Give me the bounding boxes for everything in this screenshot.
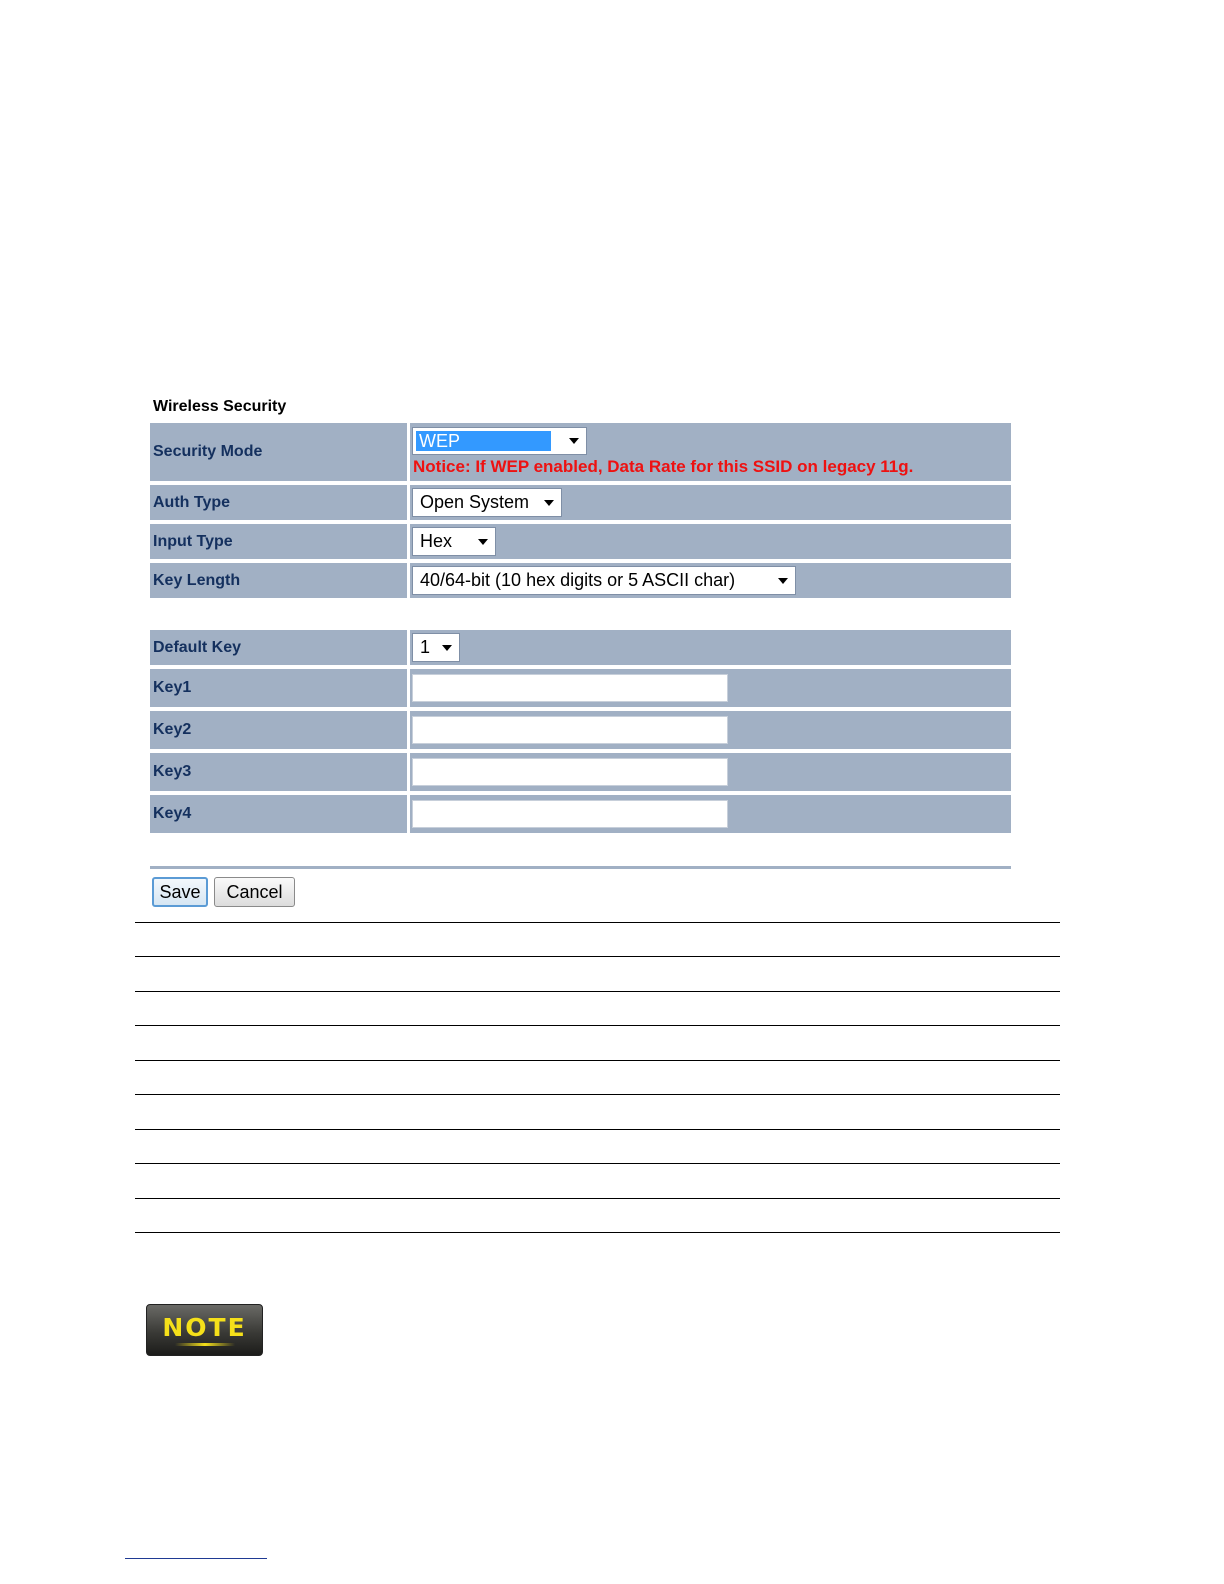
- key-length-cell: [410, 563, 1011, 598]
- row-auth-type: [150, 485, 1011, 520]
- auth-type-select[interactable]: [412, 488, 562, 517]
- form-divider: [150, 866, 1011, 869]
- default-key-cell: [410, 630, 1011, 665]
- key3-label: Key3: [150, 753, 407, 791]
- security-mode-cell: [410, 423, 1011, 481]
- input-type-cell: [410, 524, 1011, 559]
- row-key1: [150, 669, 1011, 707]
- key2-cell: [410, 711, 1011, 749]
- table-rule: [135, 922, 1060, 923]
- key1-label: Key1: [150, 669, 407, 707]
- input-type-value: Hex: [420, 531, 453, 551]
- key-length-select[interactable]: [412, 566, 796, 595]
- security-mode-label: Security Mode: [150, 423, 407, 481]
- security-mode-value: WEP: [416, 431, 551, 451]
- table-rule: [135, 1094, 1060, 1095]
- key1-cell: [410, 669, 1011, 707]
- auth-type-label: Auth Type: [150, 485, 407, 520]
- row-key-length: [150, 563, 1011, 598]
- row-security-mode: [150, 423, 1011, 481]
- table-rule: [135, 1198, 1060, 1199]
- chevron-down-icon: [778, 578, 788, 584]
- footer-link-underline: [125, 1558, 267, 1559]
- note-badge-icon: [146, 1304, 263, 1356]
- row-key2: [150, 711, 1011, 749]
- row-input-type: [150, 524, 1011, 559]
- key-length-label: Key Length: [150, 563, 407, 598]
- cancel-button[interactable]: Cancel: [214, 877, 295, 907]
- key4-label: Key4: [150, 795, 407, 833]
- key3-input[interactable]: [412, 758, 728, 786]
- table-rule: [135, 1129, 1060, 1130]
- default-key-value: 1: [420, 637, 431, 657]
- key1-input[interactable]: [412, 674, 728, 702]
- chevron-down-icon: [442, 645, 452, 651]
- row-key3: [150, 753, 1011, 791]
- table-rule: [135, 991, 1060, 992]
- row-key4: [150, 795, 1011, 833]
- note-label: NOTE: [162, 1312, 247, 1342]
- save-button[interactable]: Save: [152, 877, 208, 907]
- table-rule: [135, 1060, 1060, 1061]
- key3-cell: [410, 753, 1011, 791]
- row-default-key: [150, 630, 1011, 665]
- security-mode-select[interactable]: [412, 427, 587, 455]
- auth-type-cell: [410, 485, 1011, 520]
- section-title: Wireless Security: [153, 398, 287, 415]
- default-key-select[interactable]: [412, 633, 460, 662]
- chevron-down-icon: [478, 539, 488, 545]
- key4-cell: [410, 795, 1011, 833]
- table-rule: [135, 1163, 1060, 1164]
- key-length-value: 40/64-bit (10 hex digits or 5 ASCII char): [420, 570, 736, 590]
- table-rule: [135, 956, 1060, 957]
- table-rule: [135, 1025, 1060, 1026]
- chevron-down-icon: [569, 438, 579, 444]
- auth-type-value: Open System: [420, 492, 530, 512]
- table-rule: [135, 1232, 1060, 1233]
- note-glow: [175, 1343, 235, 1346]
- default-key-label: Default Key: [150, 630, 407, 665]
- key2-label: Key2: [150, 711, 407, 749]
- wep-notice: Notice: If WEP enabled, Data Rate for this SSID on legacy 11g.: [413, 457, 914, 476]
- input-type-select[interactable]: [412, 527, 496, 556]
- input-type-label: Input Type: [150, 524, 407, 559]
- chevron-down-icon: [544, 500, 554, 506]
- key2-input[interactable]: [412, 716, 728, 744]
- key4-input[interactable]: [412, 800, 728, 828]
